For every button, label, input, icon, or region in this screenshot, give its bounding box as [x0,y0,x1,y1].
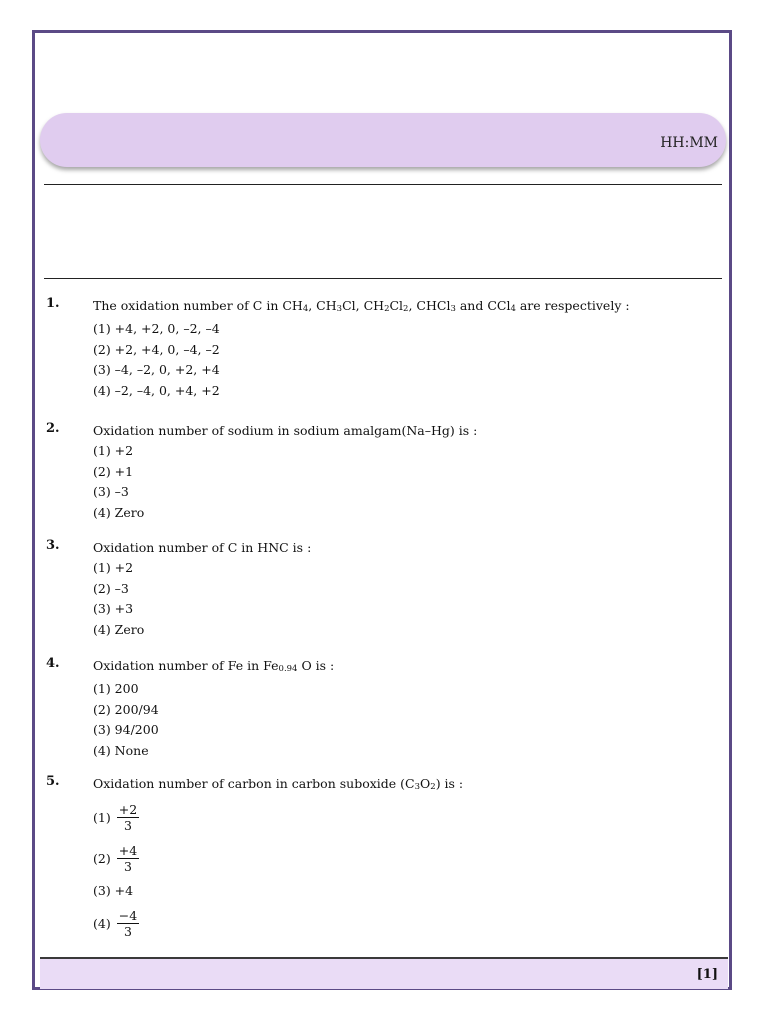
option: (1) +2 [93,560,134,575]
question-text: Oxidation number of C in HNC is : [93,540,312,555]
question-5 [46,774,706,944]
option: (2) $\frac{+4}{3}$ [93,843,138,874]
option: (4) $\frac{-4}{3}$ [93,908,138,939]
question-number: 1. [46,296,60,311]
divider-top [44,184,722,185]
option: (4) Zero [93,504,145,520]
question-3 [46,538,706,656]
question-number: 5. [46,774,60,789]
option: (1) +4, +2, 0, –2, –4 [93,321,220,336]
divider-bottom [44,278,722,279]
question-text: Oxidation number of Fe in $Fe_{0.94}$ O is : [93,658,335,674]
question-number: 4. [46,656,60,671]
option: (1) $\frac{+2}{3}$ [93,802,138,833]
page-number: [1] [696,967,718,982]
option: (4) None [93,742,149,758]
question-list [46,296,706,944]
option: (3) –3 [93,484,129,499]
question-number: 3. [46,538,60,553]
question-2 [46,421,706,538]
question-text: Oxidation number of carbon in carbon suboxide $(C_3O_2)$ is : [93,776,464,792]
footer-bar [40,957,728,989]
option: (1) 200 [93,681,139,696]
option: (3) –4, –2, 0, +2, +4 [93,362,220,377]
question-1 [46,296,706,421]
option: (3) +3 [93,601,134,616]
option: (2) 200/94 [93,701,159,717]
option: (2) +2, +4, 0, –4, –2 [93,341,220,357]
question-text: Oxidation number of sodium in sodium amalgam(Na–Hg) is : [93,423,478,438]
header-banner [40,113,726,167]
option: (2) –3 [93,580,129,596]
time-label: HH:MM [660,135,718,151]
question-text: The oxidation number of C in $CH_4$, $CH_3Cl$, $CH_2Cl_2$, CHCl$_3$ and CCl$_4$ are respectively : [93,298,630,314]
question-number: 2. [46,421,60,436]
option: (4) –2, –4, 0, +4, +2 [93,382,220,398]
option: (3) 94/200 [93,722,159,737]
fraction: $\frac{+2}{3}$ [118,802,138,833]
option: (3) +4 [93,883,134,898]
question-4 [46,656,706,774]
option: (4) Zero [93,621,145,637]
option: (1) +2 [93,443,134,458]
option: (2) +1 [93,463,134,479]
fraction: $\frac{+4}{3}$ [118,843,138,874]
fraction: $\frac{-4}{3}$ [118,908,138,939]
